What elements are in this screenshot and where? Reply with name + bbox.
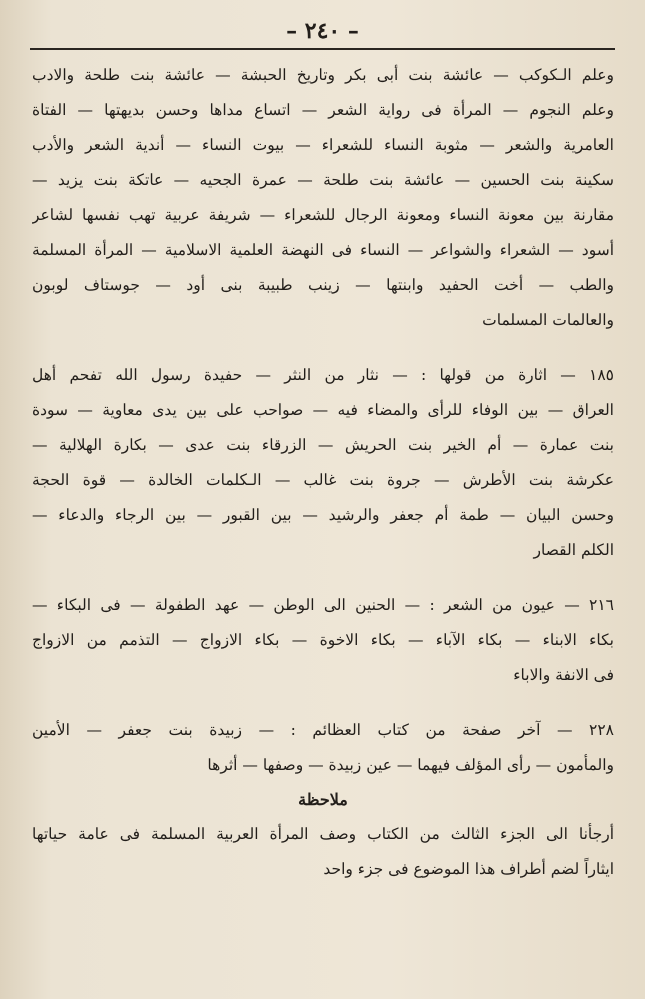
text-line: أرجأنا الى الجزء الثالث من الكتاب وصف المرأة العربية المسلمة فى عامة حياتها — [32, 825, 614, 843]
text-line: وحسن البيان — طمة أم جعفر والرشيد — بين القبور — بين الرجاء والدعاء — — [32, 506, 614, 524]
text-line: ١٨٥ — اثارة من قولها : — نثار من النثر — حفيدة رسول الله تفحم أهل — [32, 366, 614, 384]
text-line: والمأمون — رأى المؤلف فيهما — عين زبيدة — وصفها — أثرها — [207, 756, 614, 774]
text-line: ايثاراً لضم أطراف هذا الموضوع فى جزء واحد — [323, 860, 614, 878]
text-line: عكرشة بنت الأطرش — جروة بنت غالب — الـكلمات الخالدة — قوة الحجة — [32, 471, 614, 489]
text-line: الكلم القصار — [533, 541, 614, 559]
header-rule — [30, 48, 615, 50]
text-line: والعالمات المسلمات — [482, 311, 614, 329]
text-line: بكاء الابناء — بكاء الآباء — بكاء الاخوة — بكاء الازواج — التذمم من الازواج — [32, 631, 614, 649]
text-line: مقارنة بين معونة النساء ومعونة الرجال للشعراء — شريفة عربية تهب نفسها لشاعر — [32, 206, 614, 224]
text-line: وعلم الـكوكب — عائشة بنت أبى بكر وتاريخ الحبشة — عائشة بنت طلحة والادب — [32, 66, 614, 84]
text-line: سكينة بنت الحسين — عائشة بنت طلحة — عمرة الجحيه — عاتكة بنت يزيد — — [32, 171, 614, 189]
section-gap — [32, 338, 614, 358]
entry-216 — [32, 588, 614, 693]
text-line: أسود — الشعراء والشواعر — النساء فى النهضة العلمية الاسلامية — المرأة المسلمة — [32, 241, 614, 259]
entry-185 — [32, 358, 614, 568]
entry-228 — [32, 713, 614, 783]
text-line: العامرية والشعر — مثوبة النساء للشعراء — بيوت النساء — أندية الشعر والأدب — [32, 136, 614, 154]
text-line: ٢٢٨ — آخر صفحة من كتاب العظائم : — زبيدة بنت جعفر — الأمين — [32, 721, 614, 739]
text-line: بنت عمارة — أم الخير بنت الحريش — الزرقاء بنت عدى — بكارة الهلالية — — [32, 436, 614, 454]
text-line: العراق — بين الوفاء للرأى والمضاء فيه — صواحب على بين يدى معاوية — سودة — [32, 401, 614, 419]
section-gap — [32, 568, 614, 588]
text-line: فى الانفة والاباء — [513, 666, 614, 684]
section-gap — [32, 693, 614, 713]
text-line: والطب — أخت الحفيد وابنتها — زينب طبيبة بنى أود — جوستاف لوبون — [32, 276, 614, 294]
table-of-contents — [32, 58, 614, 887]
text-line: ٢١٦ — عيون من الشعر : — الحنين الى الوطن — عهد الطفولة — فى البكاء — — [32, 596, 614, 614]
intro-block — [32, 58, 614, 338]
note-heading: ملاحظة — [298, 790, 348, 809]
note-block — [32, 817, 614, 887]
text-line: وعلم النجوم — المرأة فى رواية الشعر — اتساع مداها وحسن بديهتها — الفتاة — [32, 101, 614, 119]
page-number: – ٢٤٠ – — [286, 18, 359, 44]
